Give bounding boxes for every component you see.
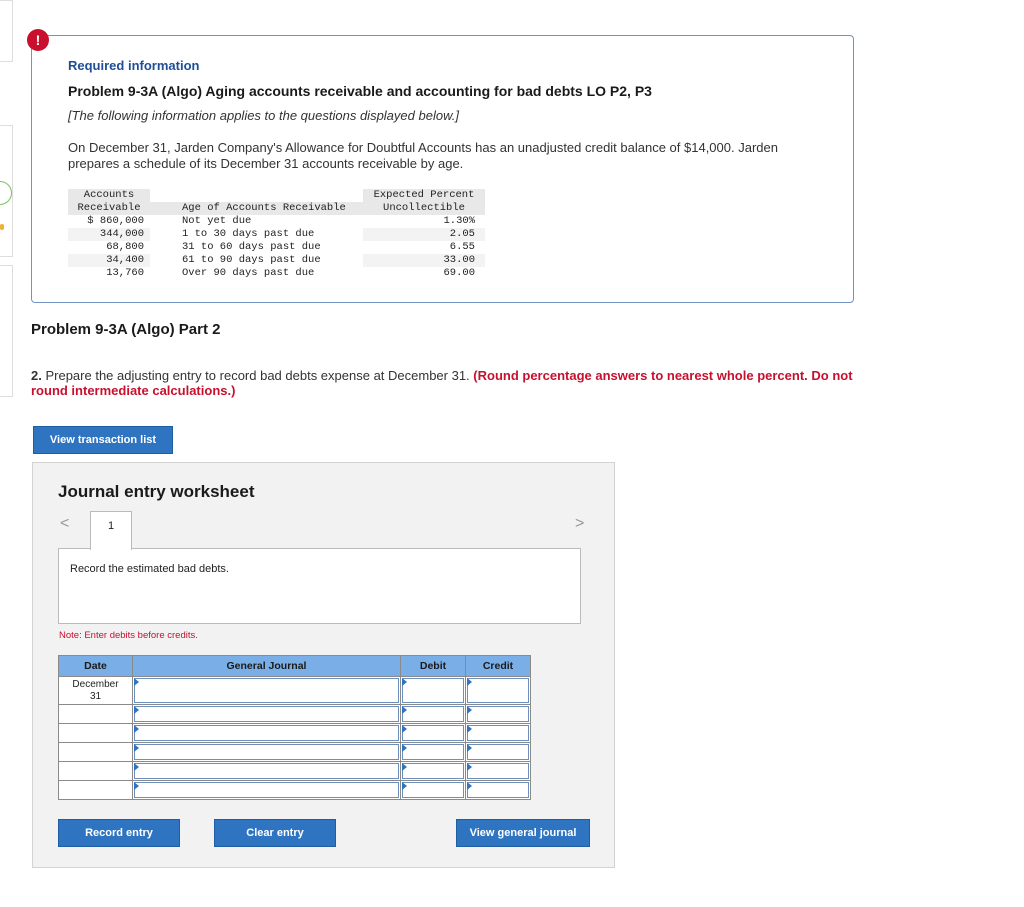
entry-description: Record the estimated bad debts. bbox=[70, 563, 229, 575]
debit-input[interactable] bbox=[401, 724, 466, 743]
table-row bbox=[59, 705, 531, 724]
column-credit: Credit bbox=[466, 656, 531, 677]
debit-input[interactable] bbox=[401, 781, 466, 800]
table-row: 13,760 Over 90 days past due 69.00 bbox=[106, 267, 475, 279]
date-cell bbox=[59, 705, 133, 724]
rounding-note: (Round percentage answers to nearest whole percent. Do not round intermediate calculations.) bbox=[31, 368, 853, 398]
credit-input[interactable] bbox=[466, 781, 531, 800]
part-instruction bbox=[31, 368, 861, 398]
journal-entry-worksheet bbox=[32, 462, 615, 868]
left-panel-stub-3 bbox=[0, 265, 13, 397]
aging-schedule-table bbox=[68, 189, 485, 280]
header-pct-line2: Uncollectible bbox=[363, 202, 485, 215]
date-cell: December 31 bbox=[59, 677, 133, 705]
table-row bbox=[59, 781, 531, 800]
table-row bbox=[59, 743, 531, 762]
column-debit: Debit bbox=[401, 656, 466, 677]
table-row bbox=[59, 762, 531, 781]
part-title: Problem 9-3A (Algo) Part 2 bbox=[31, 321, 221, 338]
account-input[interactable] bbox=[133, 724, 401, 743]
account-input[interactable] bbox=[133, 743, 401, 762]
record-entry-button[interactable]: Record entry bbox=[58, 819, 180, 847]
table-row bbox=[59, 677, 531, 705]
view-transaction-list-button[interactable]: View transaction list bbox=[33, 426, 173, 454]
clear-entry-button[interactable]: Clear entry bbox=[214, 819, 336, 847]
header-pct-line1: Expected Percent bbox=[363, 189, 485, 202]
account-input[interactable] bbox=[133, 677, 401, 705]
account-input[interactable] bbox=[133, 705, 401, 724]
chevron-right-icon[interactable]: > bbox=[575, 515, 585, 532]
date-cell bbox=[59, 743, 133, 762]
column-general-journal: General Journal bbox=[133, 656, 401, 677]
account-input[interactable] bbox=[133, 762, 401, 781]
problem-description: On December 31, Jarden Company's Allowance for Doubtful Accounts has an unadjusted credit balance of $14,000. Jarden prepares a schedule of its December 31 accounts receivable by age. bbox=[68, 140, 778, 171]
column-date: Date bbox=[59, 656, 133, 677]
instruction-number: 2. bbox=[31, 368, 42, 383]
header-ar-line1: Accounts bbox=[68, 189, 150, 202]
instruction-text: Prepare the adjusting entry to record bad debts expense at December 31. bbox=[45, 368, 470, 383]
view-general-journal-button[interactable]: View general journal bbox=[456, 819, 590, 847]
credit-input[interactable] bbox=[466, 724, 531, 743]
required-information-panel bbox=[31, 35, 854, 303]
date-cell bbox=[59, 724, 133, 743]
date-cell bbox=[59, 762, 133, 781]
account-input[interactable] bbox=[133, 781, 401, 800]
credit-input[interactable] bbox=[466, 677, 531, 705]
date-cell bbox=[59, 781, 133, 800]
header-age: Age of Accounts Receivable bbox=[150, 202, 363, 215]
debit-input[interactable] bbox=[401, 677, 466, 705]
required-info-label: Required information bbox=[68, 58, 200, 73]
header-ar-line2: Receivable bbox=[68, 202, 150, 215]
status-dot-icon bbox=[0, 224, 4, 230]
entry-description-box bbox=[58, 548, 581, 624]
general-journal-table bbox=[58, 655, 531, 800]
table-row: 68,800 31 to 60 days past due 6.55 bbox=[106, 241, 475, 253]
debits-note: Note: Enter debits before credits. bbox=[59, 630, 198, 641]
debit-input[interactable] bbox=[401, 762, 466, 781]
chevron-left-icon[interactable]: < bbox=[60, 515, 70, 532]
credit-input[interactable] bbox=[466, 705, 531, 724]
left-panel-stub-1 bbox=[0, 0, 13, 62]
table-row bbox=[59, 724, 531, 743]
credit-input[interactable] bbox=[466, 762, 531, 781]
tab-entry-1[interactable]: 1 bbox=[90, 511, 132, 550]
table-row: 34,400 61 to 90 days past due 33.00 bbox=[68, 254, 485, 267]
debit-input[interactable] bbox=[401, 743, 466, 762]
debit-input[interactable] bbox=[401, 705, 466, 724]
table-row: $ 860,000 Not yet due 1.30% bbox=[87, 215, 475, 227]
credit-input[interactable] bbox=[466, 743, 531, 762]
worksheet-title: Journal entry worksheet bbox=[58, 482, 255, 501]
alert-icon: ! bbox=[27, 29, 49, 51]
table-row: 344,000 1 to 30 days past due 2.05 bbox=[68, 228, 485, 241]
problem-title: Problem 9-3A (Algo) Aging accounts receivable and accounting for bad debts LO P2, P3 bbox=[68, 83, 652, 99]
applies-note: [The following information applies to the questions displayed below.] bbox=[68, 108, 459, 123]
